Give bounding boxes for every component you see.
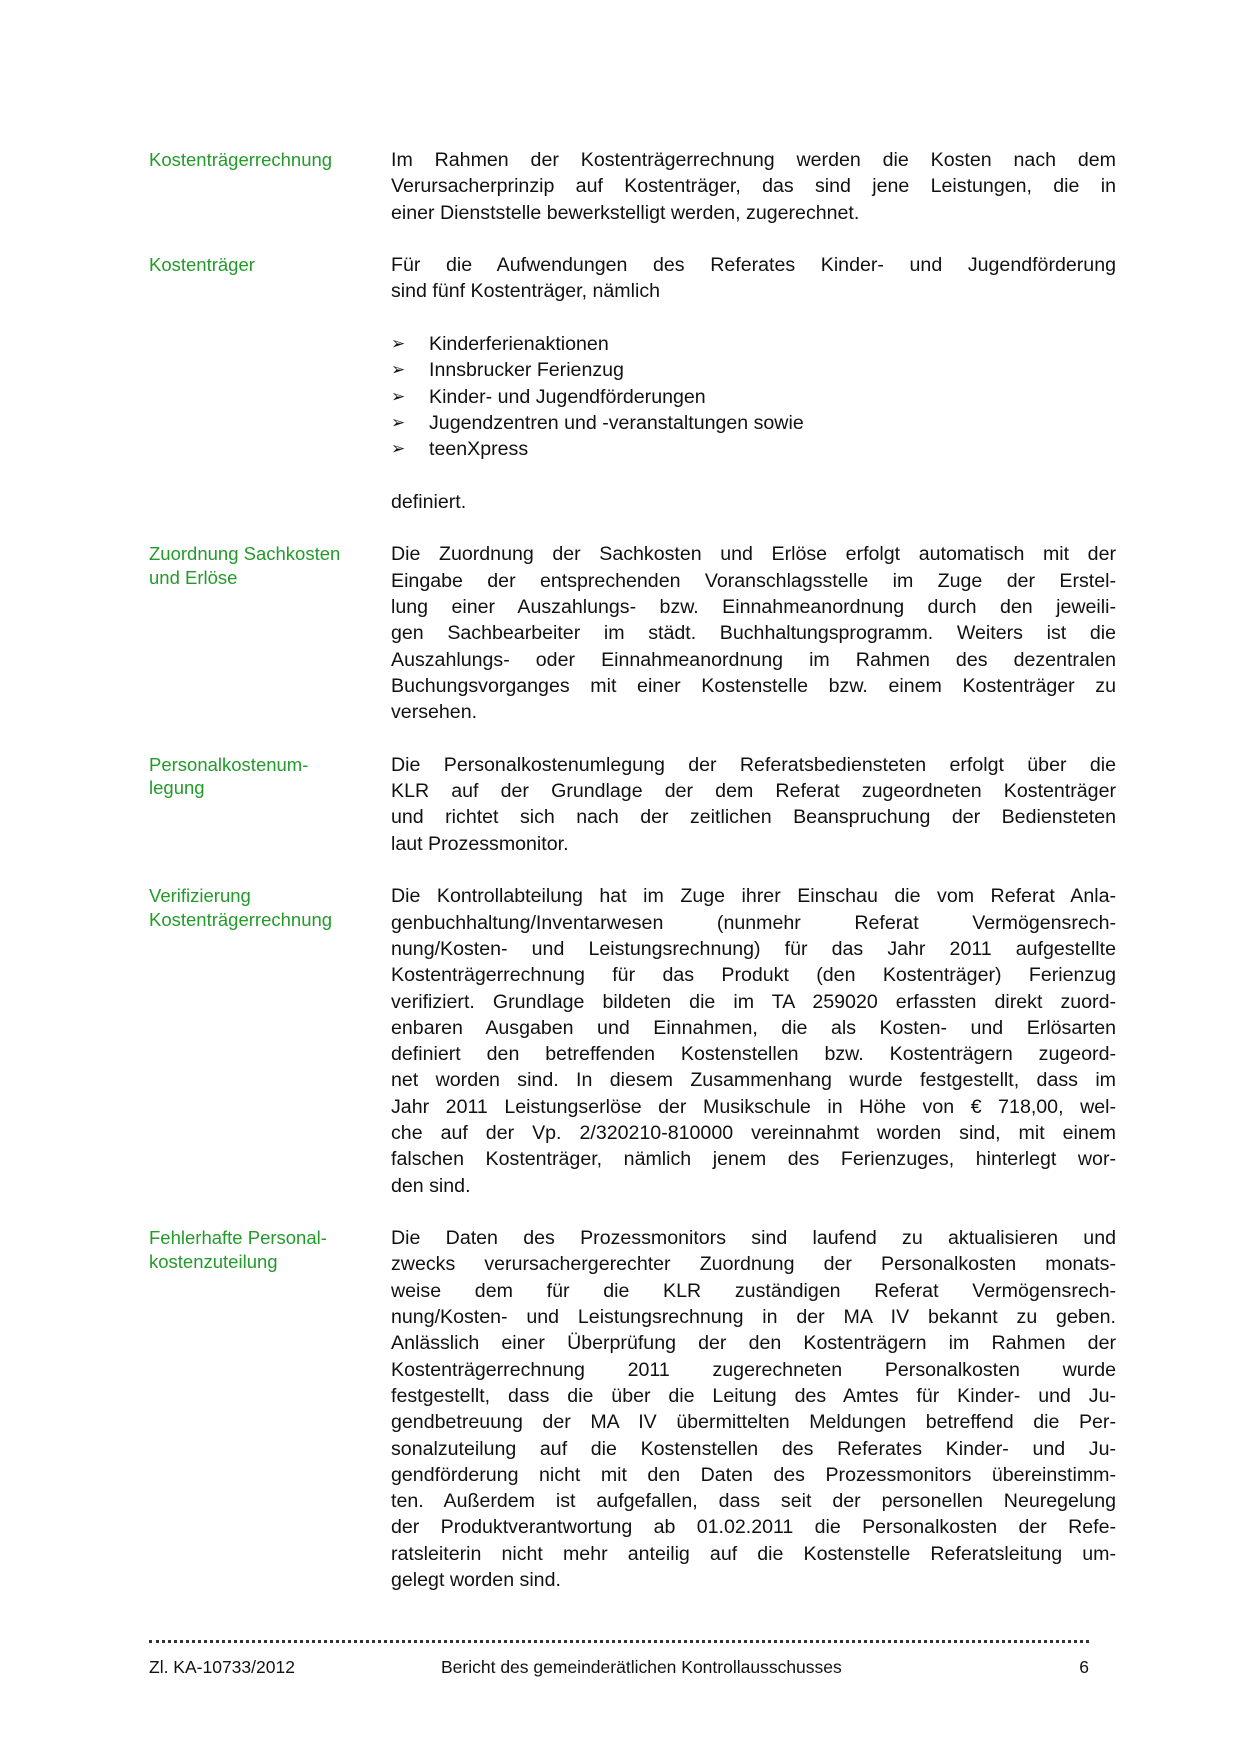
text-line: enbaren Ausgaben und Einnahmen, die als Kosten- und Erlösarten [391, 1016, 1116, 1039]
text-line: der Produktverantwortung ab 01.02.2011 die Personalkosten der Refe- [391, 1516, 1116, 1539]
list-item [391, 331, 1116, 357]
text-line: Anlässlich einer Überprüfung der den Kostenträgern im Rahmen der [391, 1332, 1116, 1355]
list-item [391, 436, 1116, 462]
paragraph [391, 147, 1116, 226]
paragraph [391, 252, 1116, 305]
text-line: Die Personalkostenumlegung der Referatsbediensteten erfolgt über die [391, 753, 1116, 776]
text-line: net worden sind. In diesem Zusammenhang wurde festgestellt, dass im [391, 1069, 1116, 1092]
text-line: einer Dienststelle bewerkstelligt werden, zugerechnet. [391, 201, 860, 224]
text-line: zwecks verursachergerechter Zuordnung der Personalkosten monats- [391, 1253, 1116, 1276]
document-content [149, 147, 1116, 1620]
footer-reference: Zl. KA-10733/2012 [149, 1657, 295, 1677]
text-line: nung/Kosten- und Leistungsrechnung in der MA IV bekannt zu geben. [391, 1306, 1116, 1329]
section-body [391, 252, 1116, 515]
text-line: laut Prozessmonitor. [391, 832, 569, 855]
paragraph [391, 489, 1116, 515]
list-item-text: Kinderferienaktionen [429, 333, 609, 356]
section-label [149, 541, 391, 725]
paragraph [391, 1225, 1116, 1593]
section [149, 147, 1116, 226]
text-line: che auf der Vp. 2/320210-810000 vereinnahmt worden sind, mit einem [391, 1121, 1116, 1144]
text-line: nung/Kosten- und Leistungsrechnung) für das Jahr 2011 aufgestellte [391, 937, 1116, 960]
text-line: Die Zuordnung der Sachkosten und Erlöse erfolgt automatisch mit der [391, 543, 1116, 566]
section-label [149, 252, 391, 515]
text-line: Eingabe der entsprechenden Voranschlagsstelle im Zuge der Erstel- [391, 569, 1116, 592]
text-line: Für die Aufwendungen des Referates Kinder- und Jugendförderung [391, 254, 1116, 277]
section [149, 252, 1116, 515]
text-line: Auszahlungs- oder Einnahmeanordnung im Rahmen des dezentralen [391, 648, 1116, 671]
list-item-text: Innsbrucker Ferienzug [429, 359, 624, 382]
text-line: Verursacherprinzip auf Kostenträger, das sind jene Leistungen, die in [391, 175, 1116, 198]
text-line: lung einer Auszahlungs- bzw. Einnahmeanordnung durch den jeweili- [391, 596, 1116, 619]
text-line: Kostenträgerrechnung für das Produkt (den Kostenträger) Ferienzug [391, 964, 1116, 987]
section-label [149, 1225, 391, 1593]
section-label-line: Kostenträgerrechnung [149, 149, 333, 170]
text-line: den sind. [391, 1174, 471, 1197]
section-label-line: Verifizierung [149, 885, 251, 907]
section-label [149, 752, 391, 857]
section-label-line: kostenzuteilung [149, 1250, 278, 1272]
section-label [149, 147, 391, 226]
text-line: verifiziert. Grundlage bildeten die im TA 259020 erfassten direkt zuord- [391, 990, 1116, 1013]
footer-divider [149, 1640, 1089, 1643]
text-line: falschen Kostenträger, nämlich jenem des Ferienzuges, hinterlegt wor- [391, 1148, 1116, 1171]
paragraph [391, 541, 1116, 725]
section-label-line: Personalkostenum- [149, 753, 309, 775]
text-line: ratsleiterin nicht mehr anteilig auf die Kostenstelle Referatsleitung um- [391, 1542, 1116, 1565]
text-line: Die Daten des Prozessmonitors sind laufend zu aktualisieren und [391, 1227, 1116, 1250]
text-line: sind fünf Kostenträger, nämlich [391, 280, 661, 303]
text-line: weise dem für die KLR zuständigen Referat Vermögensrech- [391, 1279, 1116, 1302]
section [149, 541, 1116, 725]
text-line: festgestellt, dass die über die Leitung des Amtes für Kinder- und Ju- [391, 1384, 1116, 1407]
text-line: Jahr 2011 Leistungserlöse der Musikschule in Höhe von € 718,00, wel- [391, 1095, 1116, 1118]
list-item-text: Kinder- und Jugendförderungen [429, 385, 706, 408]
section-label [149, 883, 391, 1199]
section [149, 883, 1116, 1199]
list-item [391, 384, 1116, 410]
text-line: gendbetreuung der MA IV übermittelten Meldungen betreffend die Per- [391, 1411, 1116, 1434]
section-label-line: legung [149, 777, 205, 799]
text-line: definiert. [391, 490, 467, 513]
text-line: gen Sachbearbeiter im städt. Buchhaltungsprogramm. Weiters ist die [391, 622, 1116, 645]
arrow-bullet-icon: ➢ [391, 334, 406, 354]
section-label-line: Zuordnung Sachkosten [149, 543, 341, 565]
arrow-bullet-icon: ➢ [391, 386, 406, 406]
section-label-line: Kostenträger [149, 254, 255, 276]
arrow-bullet-icon: ➢ [391, 412, 406, 432]
section-label-line: Kostenträgerrechnung [149, 908, 333, 930]
bullet-list [391, 331, 1116, 462]
text-line: Im Rahmen der Kostenträgerrechnung werden die Kosten nach dem [391, 149, 1116, 171]
section-body [391, 147, 1116, 226]
section [149, 1225, 1116, 1593]
footer-title: Bericht des gemeinderätlichen Kontrollausschusses [441, 1657, 842, 1677]
text-line: und richtet sich nach der zeitlichen Beanspruchung der Bediensteten [391, 806, 1116, 829]
text-line: genbuchhaltung/Inventarwesen (nunmehr Referat Vermögensrech- [391, 911, 1116, 934]
text-line: Die Kontrollabteilung hat im Zuge ihrer Einschau die vom Referat Anla- [391, 885, 1116, 908]
section-body [391, 541, 1116, 725]
paragraph [391, 752, 1116, 857]
arrow-bullet-icon: ➢ [391, 439, 406, 459]
text-line: versehen. [391, 701, 478, 724]
text-line: KLR auf der Grundlage der dem Referat zugeordneten Kostenträger [391, 780, 1116, 803]
text-line: Kostenträgerrechnung 2011 zugerechneten Personalkosten wurde [391, 1358, 1116, 1381]
section-body [391, 1225, 1116, 1593]
paragraph [391, 883, 1116, 1199]
section-body [391, 883, 1116, 1199]
list-item-text: teenXpress [429, 438, 529, 461]
section [149, 752, 1116, 857]
text-line: sonalzuteilung auf die Kostenstellen des Referates Kinder- und Ju- [391, 1437, 1116, 1460]
section-label-line: Fehlerhafte Personal- [149, 1227, 327, 1249]
text-line: ten. Außerdem ist aufgefallen, dass seit der personellen Neuregelung [391, 1490, 1116, 1513]
list-item [391, 357, 1116, 383]
text-line: definiert den betreffenden Kostenstellen bzw. Kostenträgern zugeord- [391, 1043, 1116, 1066]
text-line: Buchungsvorganges mit einer Kostenstelle bzw. einem Kostenträger zu [391, 674, 1116, 697]
section-label-line: und Erlöse [149, 566, 238, 588]
text-line: gelegt worden sind. [391, 1569, 561, 1592]
page-number: 6 [1079, 1657, 1089, 1677]
list-item-text: Jugendzentren und -veranstaltungen sowie [429, 411, 804, 434]
arrow-bullet-icon: ➢ [391, 360, 406, 380]
section-body [391, 752, 1116, 857]
text-line: gendförderung nicht mit den Daten des Prozessmonitors übereinstimm- [391, 1463, 1116, 1486]
list-item [391, 410, 1116, 436]
